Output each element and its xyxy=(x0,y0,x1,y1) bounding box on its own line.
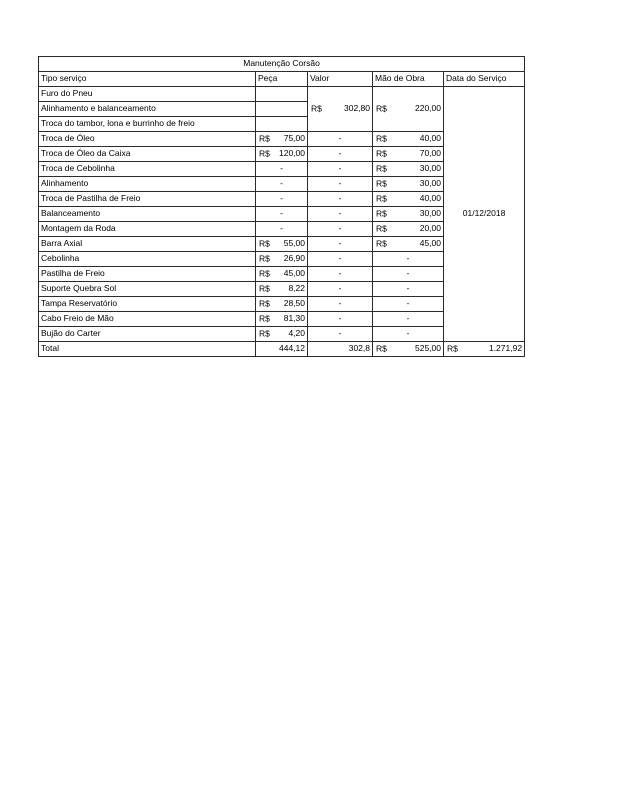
currency-symbol: R$ xyxy=(259,298,270,309)
cell-servico: Troca de Cebolinha xyxy=(39,162,256,177)
cell-peca xyxy=(256,147,308,162)
cell-servico: Troca de Óleo da Caixa xyxy=(39,147,256,162)
amount: 45,00 xyxy=(283,268,305,279)
cell-servico: Cebolinha xyxy=(39,252,256,267)
cell-peca xyxy=(256,252,308,267)
amount: 75,00 xyxy=(283,133,305,144)
cell-peca xyxy=(256,312,308,327)
table-body xyxy=(39,57,525,357)
amount: 40,00 xyxy=(419,133,441,144)
amount: 26,90 xyxy=(283,253,305,264)
cell-peca xyxy=(256,132,308,147)
cell-mao xyxy=(373,147,444,162)
cell-servico: Bujão do Carter xyxy=(39,327,256,342)
amount: 45,00 xyxy=(419,238,441,249)
cell-servico: Montagem da Roda xyxy=(39,222,256,237)
cell-valor: - xyxy=(308,222,373,237)
cell-servico: Troca do tambor, lona e burrinho de freio xyxy=(39,117,256,132)
currency-symbol: R$ xyxy=(376,223,387,234)
cell-valor: - xyxy=(308,147,373,162)
cell-mao xyxy=(373,222,444,237)
cell-servico: Tampa Reservatório xyxy=(39,297,256,312)
cell-mao: - xyxy=(373,252,444,267)
table-title: Manutenção Corsão xyxy=(39,57,525,72)
cell-servico: Suporte Quebra Sol xyxy=(39,282,256,297)
cell-peca xyxy=(256,327,308,342)
cell-peca xyxy=(256,267,308,282)
cell-peca xyxy=(256,102,308,117)
amount: 302,80 xyxy=(344,103,370,114)
cell-peca xyxy=(256,297,308,312)
total-peca: 444,12 xyxy=(256,342,308,357)
maintenance-cost-table xyxy=(38,56,525,357)
currency-symbol: R$ xyxy=(376,208,387,219)
cell-servico: Troca de Pastilha de Freio xyxy=(39,192,256,207)
cell-peca xyxy=(256,117,308,132)
cell-valor: - xyxy=(308,267,373,282)
cell-peca: - xyxy=(256,207,308,222)
cell-peca xyxy=(256,282,308,297)
cell-peca: - xyxy=(256,177,308,192)
cell-valor: - xyxy=(308,162,373,177)
column-header-valor: Valor xyxy=(308,72,373,87)
currency-symbol: R$ xyxy=(376,103,387,114)
cell-mao xyxy=(373,162,444,177)
total-label: Total xyxy=(39,342,256,357)
currency-symbol: R$ xyxy=(259,253,270,264)
amount: 220,00 xyxy=(415,103,441,114)
currency-symbol: R$ xyxy=(259,148,270,159)
cell-valor: - xyxy=(308,282,373,297)
table-row xyxy=(39,87,525,102)
amount: 4,20 xyxy=(288,328,305,339)
currency-symbol: R$ xyxy=(259,328,270,339)
cell-servico: Pastilha de Freio xyxy=(39,267,256,282)
header-row xyxy=(39,72,525,87)
cell-mao xyxy=(373,132,444,147)
cell-valor: - xyxy=(308,327,373,342)
cell-mao xyxy=(373,177,444,192)
cell-service-date: 01/12/2018 xyxy=(444,87,525,342)
title-row xyxy=(39,57,525,72)
cell-valor: - xyxy=(308,207,373,222)
cell-servico: Barra Axial xyxy=(39,237,256,252)
cell-mao: - xyxy=(373,327,444,342)
amount: 30,00 xyxy=(419,178,441,189)
currency-symbol: R$ xyxy=(259,133,270,144)
total-valor: 302,8 xyxy=(308,342,373,357)
cell-peca: - xyxy=(256,222,308,237)
amount: 70,00 xyxy=(419,148,441,159)
cell-servico: Balanceamento xyxy=(39,207,256,222)
column-header-mao: Mão de Obra xyxy=(373,72,444,87)
total-mao xyxy=(373,342,444,357)
cell-mao: - xyxy=(373,282,444,297)
amount: 40,00 xyxy=(419,193,441,204)
cell-valor: - xyxy=(308,192,373,207)
cell-servico: Alinhamento e balanceamento xyxy=(39,102,256,117)
cell-servico: Troca de Óleo xyxy=(39,132,256,147)
cell-mao xyxy=(373,207,444,222)
amount: 55,00 xyxy=(283,238,305,249)
cell-mao: - xyxy=(373,267,444,282)
currency-symbol: R$ xyxy=(259,283,270,294)
currency-symbol: R$ xyxy=(259,268,270,279)
cell-valor: - xyxy=(308,252,373,267)
cell-valor: - xyxy=(308,297,373,312)
currency-symbol: R$ xyxy=(376,148,387,159)
currency-symbol: R$ xyxy=(376,178,387,189)
cell-mao: - xyxy=(373,297,444,312)
cell-peca xyxy=(256,237,308,252)
cell-servico: Alinhamento xyxy=(39,177,256,192)
currency-symbol: R$ xyxy=(259,238,270,249)
cell-valor: - xyxy=(308,237,373,252)
cell-servico: Furo do Pneu xyxy=(39,87,256,102)
column-header-data: Data do Serviço xyxy=(444,72,525,87)
cell-servico: Cabo Freio de Mão xyxy=(39,312,256,327)
amount: 20,00 xyxy=(419,223,441,234)
currency-symbol: R$ xyxy=(376,163,387,174)
currency-symbol: R$ xyxy=(259,313,270,324)
cell-mao xyxy=(373,192,444,207)
cell-valor: - xyxy=(308,177,373,192)
total-grand xyxy=(444,342,525,357)
amount: 120,00 xyxy=(279,148,305,159)
currency-symbol: R$ xyxy=(311,103,322,114)
column-header-servico: Tipo serviço xyxy=(39,72,256,87)
cell-valor: - xyxy=(308,312,373,327)
amount: 30,00 xyxy=(419,163,441,174)
amount: 525,00 xyxy=(415,343,441,354)
amount: 1.271,92 xyxy=(488,343,523,354)
currency-symbol: R$ xyxy=(447,343,458,354)
cell-valor: - xyxy=(308,132,373,147)
total-row xyxy=(39,342,525,357)
cell-peca xyxy=(256,87,308,102)
cell-valor-merged xyxy=(308,87,373,132)
currency-symbol: R$ xyxy=(376,343,387,354)
amount: 8,22 xyxy=(288,283,305,294)
currency-symbol: R$ xyxy=(376,193,387,204)
amount: 30,00 xyxy=(419,208,441,219)
cell-peca: - xyxy=(256,162,308,177)
cell-mao xyxy=(373,237,444,252)
cell-mao-merged xyxy=(373,87,444,132)
currency-symbol: R$ xyxy=(376,238,387,249)
cell-mao: - xyxy=(373,312,444,327)
amount: 81,30 xyxy=(283,313,305,324)
currency-symbol: R$ xyxy=(376,133,387,144)
column-header-peca: Peça xyxy=(256,72,308,87)
amount: 28,50 xyxy=(283,298,305,309)
cell-peca: - xyxy=(256,192,308,207)
